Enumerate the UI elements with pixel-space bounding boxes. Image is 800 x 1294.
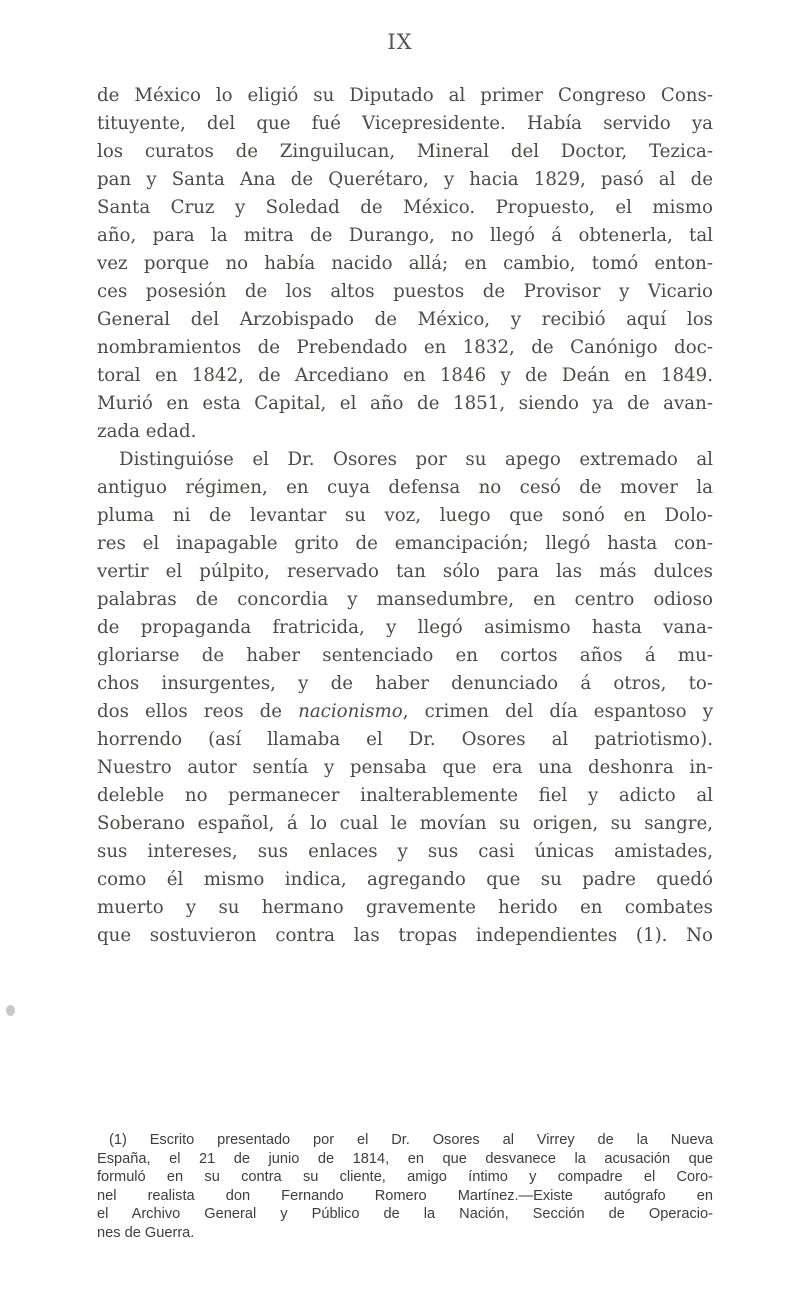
page-number: IX xyxy=(387,30,413,54)
italic-term: nacionismo xyxy=(298,701,403,722)
text-line: palabras de concordia y mansedumbre, en centro odioso xyxy=(97,589,713,610)
text-line: de México lo eligió su Diputado al primer Congreso Cons- xyxy=(97,85,713,106)
paragraph-2 xyxy=(97,446,713,950)
text-line: Santa Cruz y Soledad de México. Propuesto, el mismo xyxy=(97,197,713,218)
text-line: año, para la mitra de Durango, no llegó á obtenerla, tal xyxy=(97,225,713,246)
footnote-line: (1) Escrito presentado por el Dr. Osores al Virrey de la Nueva xyxy=(109,1132,713,1148)
footnote-line: nel realista don Fernando Romero Martínez.—Existe autógrafo en xyxy=(97,1187,713,1204)
text-line: Distinguióse el Dr. Osores por su apego extremado al xyxy=(119,449,713,470)
text-line: pan y Santa Ana de Querétaro, y hacia 1829, pasó al de xyxy=(97,169,713,190)
text-line: vertir el púlpito, reservado tan sólo para las más dulces xyxy=(97,561,713,582)
text-line: tituyente, del que fué Vicepresidente. Había servido ya xyxy=(97,113,713,134)
text-line: ces posesión de los altos puestos de Provisor y Vicario xyxy=(97,281,713,302)
text-line: chos insurgentes, y de haber denunciado á otros, to- xyxy=(97,673,713,694)
text-line: General del Arzobispado de México, y recibió aquí los xyxy=(97,309,713,330)
text-line: muerto y su hermano gravemente herido en combates xyxy=(97,897,713,918)
text-line: que sostuvieron contra las tropas independientes (1). No xyxy=(97,925,713,946)
text-line: pluma ni de levantar su voz, luego que sonó en Dolo- xyxy=(97,505,713,526)
text-line: toral en 1842, de Arcediano en 1846 y de Deán en 1849. xyxy=(97,365,713,386)
text-line: de propaganda fratricida, y llegó asimismo hasta vana- xyxy=(97,617,713,638)
text-line: Nuestro autor sentía y pensaba que era una deshonra in- xyxy=(97,757,713,778)
text-line: como él mismo indica, agregando que su padre quedó xyxy=(97,869,713,890)
text-line: nombramientos de Prebendado en 1832, de Canónigo doc- xyxy=(97,337,713,358)
paragraph-1 xyxy=(97,82,713,446)
text-line: vez porque no había nacido allá; en cambio, tomó enton- xyxy=(97,253,713,274)
footnote-line: España, el 21 de junio de 1814, en que desvanece la acusación que xyxy=(97,1150,713,1167)
text-line: res el inapagable grito de emancipación; llegó hasta con- xyxy=(97,533,713,554)
body-text xyxy=(97,82,713,950)
margin-mark xyxy=(6,1005,15,1016)
text-line: gloriarse de haber sentenciado en cortos años á mu- xyxy=(97,645,713,666)
footnote-line: formuló en su contra su cliente, amigo íntimo y compadre el Coro- xyxy=(97,1169,713,1186)
text-line: Murió en esta Capital, el año de 1851, siendo ya de avan- xyxy=(97,393,713,414)
text-line: zada edad. xyxy=(97,421,197,442)
text-line: sus intereses, sus enlaces y sus casi únicas amistades, xyxy=(97,841,713,862)
text-line: deleble no permanecer inalterablemente fiel y adicto al xyxy=(97,785,713,806)
text-line: los curatos de Zinguilucan, Mineral del Doctor, Tezica- xyxy=(97,141,713,162)
text-line-with-italic: dos ellos reos de nacionismo, crimen del día espantoso y xyxy=(97,701,713,722)
footnote xyxy=(97,1131,713,1243)
text-line: antiguo régimen, en cuya defensa no cesó de mover la xyxy=(97,477,713,498)
footnote-line: el Archivo General y Público de la Nación, Sección de Operacio- xyxy=(97,1206,713,1223)
footnote-line: nes de Guerra. xyxy=(97,1224,195,1241)
text-line: Soberano español, á lo cual le movían su origen, su sangre, xyxy=(97,813,713,834)
text-line: horrendo (así llamaba el Dr. Osores al patriotismo). xyxy=(97,729,713,750)
